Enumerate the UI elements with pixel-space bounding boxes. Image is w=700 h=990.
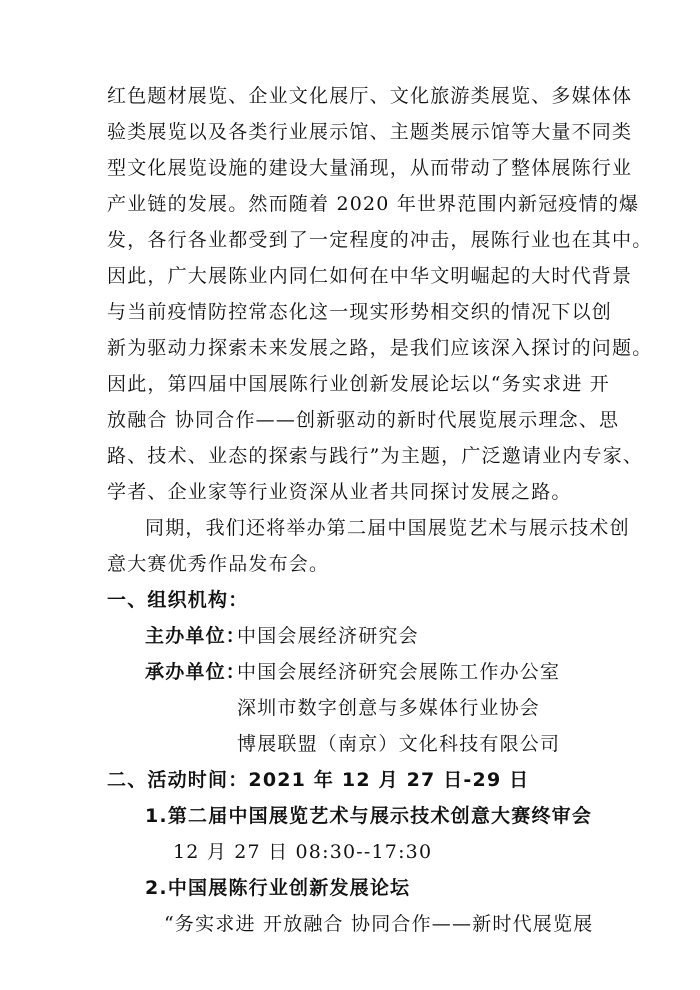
intro-line-11: 路、技术、业态的探索与践行”为主题，广泛邀请业内专家、 [107, 445, 644, 467]
intro-line-9: 因此，第四届中国展陈行业创新发展论坛以“务实求进 开 [107, 373, 610, 395]
intro-line-5: 发，各行各业都受到了一定程度的冲击，展陈行业也在其中。 [107, 229, 653, 251]
host-value: 中国会展经济研究会 [237, 625, 419, 647]
intro-line-8: 新为驱动力探索未来发展之路，是我们应该深入探讨的问题。 [107, 337, 653, 359]
intro-line-6: 因此，广大展陈业内同仁如何在中华文明崛起的大时代背景 [107, 265, 633, 287]
second-para-line-2: 意大赛优秀作品发布会。 [107, 553, 330, 575]
organizer-1: 中国会展经济研究会展陈工作办公室 [237, 661, 561, 683]
intro-line-1: 红色题材展览、企业文化展厅、文化旅游类展览、多媒体体 [107, 85, 633, 107]
item2-theme: “务实求进 开放融合 协同合作——新时代展览展 [164, 913, 594, 935]
intro-line-7: 与当前疫情防控常态化这一现实形势相交织的情况下以创 [107, 301, 613, 323]
organizer-3: 博展联盟（南京）文化科技有限公司 [237, 733, 561, 755]
intro-line-4: 产业链的发展。然而随着 2020 年世界范围内新冠疫情的爆 [107, 193, 640, 215]
host-label: 主办单位： [145, 625, 247, 647]
section2-heading: 二、活动时间：2021 年 12 月 27 日-29 日 [107, 769, 530, 791]
organizer-2: 深圳市数字创意与多媒体行业协会 [237, 697, 541, 719]
organizer-label: 承办单位： [145, 661, 247, 683]
intro-line-3: 型文化展览设施的建设大量涌现，从而带动了整体展陈行业 [107, 157, 633, 179]
section1-heading: 一、组织机构： [107, 589, 249, 611]
item1-title: 1.第二届中国展览艺术与展示技术创意大赛终审会 [145, 805, 593, 827]
second-para-line-1: 同期，我们还将举办第二届中国展览艺术与展示技术创 [145, 517, 630, 539]
intro-line-12: 学者、企业家等行业资深从业者共同探讨发展之路。 [107, 481, 572, 503]
intro-line-10: 放融合 协同合作——创新驱动的新时代展览展示理念、思 [107, 409, 620, 431]
item1-time: 12 月 27 日 08:30--17:30 [173, 841, 433, 863]
item2-title: 2.中国展陈行业创新发展论坛 [145, 877, 411, 899]
intro-line-2: 验类展览以及各类行业展示馆、主题类展示馆等大量不同类 [107, 121, 633, 143]
